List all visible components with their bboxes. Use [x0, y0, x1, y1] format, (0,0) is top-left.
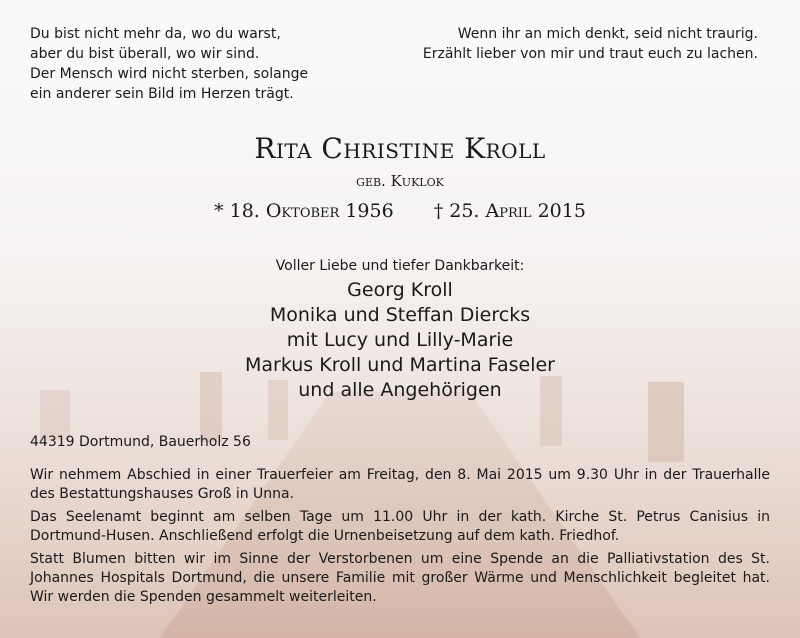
announcement-paragraph: Wir nehmem Abschied in einer Trauerfeier am Freitag, den 8. Mai 2015 um 9.30 Uhr in der Trauerhalle des Bestattungshauses Groß in Unna.: [30, 467, 770, 502]
quote-left: [30, 24, 308, 104]
announcement-text: [30, 466, 770, 611]
mourner-line: Markus Kroll und Martina Faseler: [244, 354, 555, 376]
life-dates: [0, 200, 800, 222]
announcement-paragraph: Das Seelenamt beginnt am selben Tage um 11.00 Uhr in der kath. Kirche St. Petrus Canisius in Dortmund-Husen. Anschließend erfolgt die Urnenbeisetzung auf dem kath. Friedhof.: [30, 509, 770, 544]
mourners-list: [0, 278, 800, 403]
mourner-line: Georg Kroll: [347, 279, 453, 301]
mourner-line: Monika und Steffan Diercks: [269, 304, 531, 326]
mourners-intro: Voller Liebe und tiefer Dankbarkeit:: [275, 258, 525, 274]
address: 44319 Dortmund, Bauerholz 56: [30, 434, 251, 450]
birth-date: * 18. Oktober 1956: [214, 200, 394, 222]
announcement-paragraph: Statt Blumen bitten wir im Sinne der Verstorbenen um eine Spende an die Palliativstation des St. Johannes Hospitals Dortmund, die unsere Familie mit großer Wärme und Menschlichkeit begleitet hat. Wir werden die Spenden gesammelt weiterleiten.: [30, 551, 770, 605]
mourner-line: mit Lucy und Lilly-Marie: [286, 329, 514, 351]
mourner-line: und alle Angehörigen: [298, 379, 502, 401]
deceased-name: Rita Christine Kroll: [254, 132, 546, 165]
quote-right-line: Erzählt lieber von mir und traut euch zu lachen.: [422, 46, 758, 62]
quote-left-line: ein anderer sein Bild im Herzen trägt.: [30, 86, 294, 102]
birth-name: geb. Kuklok: [356, 172, 444, 190]
quote-left-line: Der Mensch wird nicht sterben, solange: [30, 66, 309, 82]
death-date: † 25. April 2015: [433, 200, 586, 222]
quote-right-line: Wenn ihr an mich denkt, seid nicht traurig.: [457, 26, 758, 42]
quote-left-line: aber du bist überall, wo wir sind.: [30, 46, 260, 62]
quote-right: [423, 24, 758, 64]
quote-left-line: Du bist nicht mehr da, wo du warst,: [30, 26, 281, 42]
